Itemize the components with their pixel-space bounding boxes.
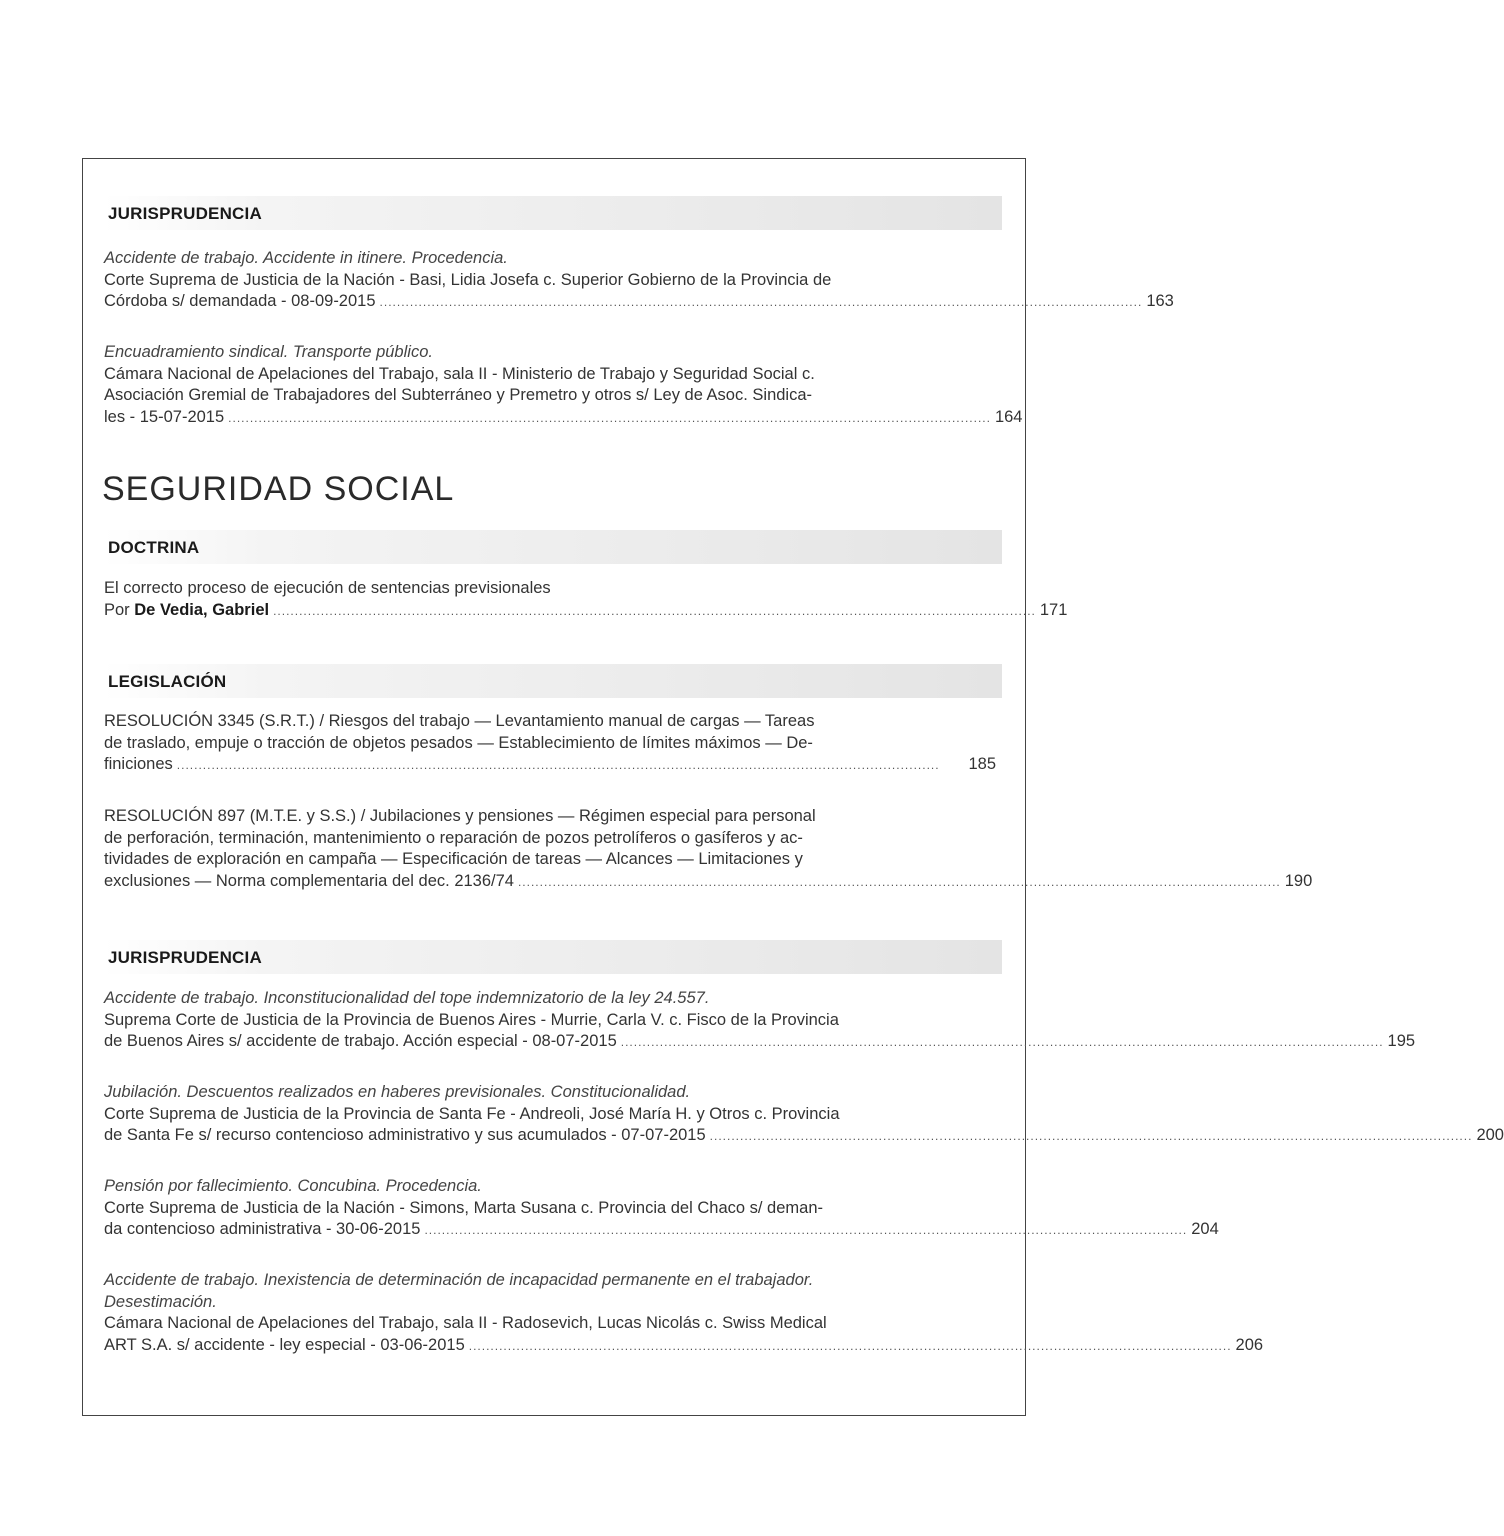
entry-text: Suprema Corte de Justicia de la Provincia de Buenos Aires - Murrie, Carla V. c. Fisco de la Provincia (104, 1010, 839, 1029)
section-band-doctrina (104, 530, 1002, 564)
entry-text: RESOLUCIÓN 897 (M.T.E. y S.S.) / Jubilaciones y pensiones — Régimen especial para personal (104, 807, 816, 825)
entry-text: Por (104, 600, 135, 619)
page-number: 200 (1476, 1126, 1504, 1144)
entry-text: les - 15-07-2015 (104, 407, 225, 426)
author-name: De Vedia, Gabriel (134, 600, 270, 619)
entry-topic: Jubilación. Descuentos realizados en haberes previsionales. Constitucionalidad. (104, 1083, 691, 1101)
page-number: 206 (1235, 1335, 1264, 1354)
toc-entry[interactable] (104, 1176, 1219, 1242)
toc-entry[interactable] (104, 342, 1023, 429)
dot-leader: ................................................................................................................................................................................ (273, 603, 1036, 618)
entry-text: da contencioso administrativa - 30-06-2015 (104, 1220, 421, 1238)
dot-leader: ................................................................................................................................................................................ (176, 758, 940, 772)
section-label: DOCTRINA (108, 538, 200, 557)
entry-text: Córdoba s/ demandada - 08-09-2015 (104, 292, 376, 310)
toc-entry[interactable] (104, 988, 1416, 1054)
entry-topic: Accidente de trabajo. Accidente in itinere. Procedencia. (104, 249, 508, 267)
page-number: 163 (1146, 292, 1174, 310)
entry-topic: Accidente de trabajo. Inexistencia de determinación de incapacidad permanente en el trabajador. (104, 1271, 814, 1289)
dot-leader: ................................................................................................................................................................................ (424, 1223, 1188, 1237)
entry-text: Cámara Nacional de Apelaciones del Trabajo, sala II - Ministerio de Trabajo y Seguridad Social c. (104, 364, 815, 383)
entry-text: Asociación Gremial de Trabajadores del Subterráneo y Premetro y otros s/ Ley de Asoc. Sindica- (104, 386, 813, 404)
entry-text: El correcto proceso de ejecución de sentencias previsionales (104, 579, 551, 597)
page-number: 185 (968, 755, 996, 773)
toc-entry[interactable] (104, 806, 1313, 893)
entry-topic: Pensión por fallecimiento. Concubina. Procedencia. (104, 1177, 482, 1195)
page-number: 164 (994, 407, 1023, 426)
entry-text: Corte Suprema de Justicia de la Nación - Basi, Lidia Josefa c. Superior Gobierno de la Provincia de (104, 270, 832, 289)
entry-text: exclusiones — Norma complementaria del dec. 2136/74 (104, 871, 514, 890)
toc-entry[interactable] (104, 578, 1068, 622)
section-band-jurisprudencia (104, 196, 1002, 230)
section-label: LEGISLACIÓN (108, 672, 227, 691)
section-label: JURISPRUDENCIA (108, 948, 262, 967)
dot-leader: ................................................................................................................................................................................ (620, 1035, 1384, 1049)
entry-text: finiciones (104, 755, 173, 773)
toc-entry[interactable] (104, 248, 1174, 314)
page-number: 195 (1387, 1032, 1416, 1050)
toc-entry[interactable] (104, 1270, 1264, 1357)
section-band-jurisprudencia (104, 940, 1002, 974)
entry-text: Cámara Nacional de Apelaciones del Trabajo, sala II - Radosevich, Lucas Nicolás c. Swiss Medical (104, 1314, 827, 1332)
entry-text: de traslado, empuje o tracción de objetos pesados — Establecimiento de límites máximos — De- (104, 733, 813, 752)
entry-text: Corte Suprema de Justicia de la Provincia de Santa Fe - Andreoli, José María H. y Otros c. Provincia (104, 1104, 840, 1123)
dot-leader: ................................................................................................................................................................................ (468, 1338, 1232, 1353)
entry-text: de perforación, terminación, mantenimiento o reparación de pozos petrolíferos o gasíferos y ac- (104, 828, 803, 847)
entry-text: Corte Suprema de Justicia de la Nación - Simons, Marta Susana c. Provincia del Chaco s/ deman- (104, 1198, 823, 1217)
dot-leader: ................................................................................................................................................................................ (517, 874, 1281, 889)
toc-entry[interactable] (104, 1082, 1504, 1148)
entry-text: ART S.A. s/ accidente - ley especial - 03-06-2015 (104, 1335, 465, 1354)
dot-leader: ................................................................................................................................................................................ (709, 1129, 1473, 1143)
dot-leader: ................................................................................................................................................................................ (228, 410, 991, 425)
dot-leader: ................................................................................................................................................................................ (379, 295, 1143, 309)
page-number: 171 (1039, 600, 1068, 619)
page-number: 190 (1284, 871, 1313, 890)
entry-text: de Santa Fe s/ recurso contencioso administrativo y sus acumulados - 07-07-2015 (104, 1126, 706, 1144)
entry-topic: Encuadramiento sindical. Transporte público. (104, 343, 433, 361)
entry-text: tividades de exploración en campaña — Especificación de tareas — Alcances — Limitaciones y (104, 850, 803, 868)
section-title: SEGURIDAD SOCIAL (102, 470, 455, 508)
page-number: 204 (1191, 1220, 1219, 1238)
section-label: JURISPRUDENCIA (108, 204, 262, 223)
entry-text: de Buenos Aires s/ accidente de trabajo. Acción especial - 08-07-2015 (104, 1032, 617, 1050)
section-band-legislacion (104, 664, 1002, 698)
entry-text: RESOLUCIÓN 3345 (S.R.T.) / Riesgos del trabajo — Levantamiento manual de cargas — Tareas (104, 712, 815, 730)
entry-topic: Desestimación. (104, 1292, 217, 1311)
entry-topic: Accidente de trabajo. Inconstitucionalidad del tope indemnizatorio de la ley 24.557. (104, 989, 710, 1007)
toc-entry[interactable] (104, 711, 1000, 777)
